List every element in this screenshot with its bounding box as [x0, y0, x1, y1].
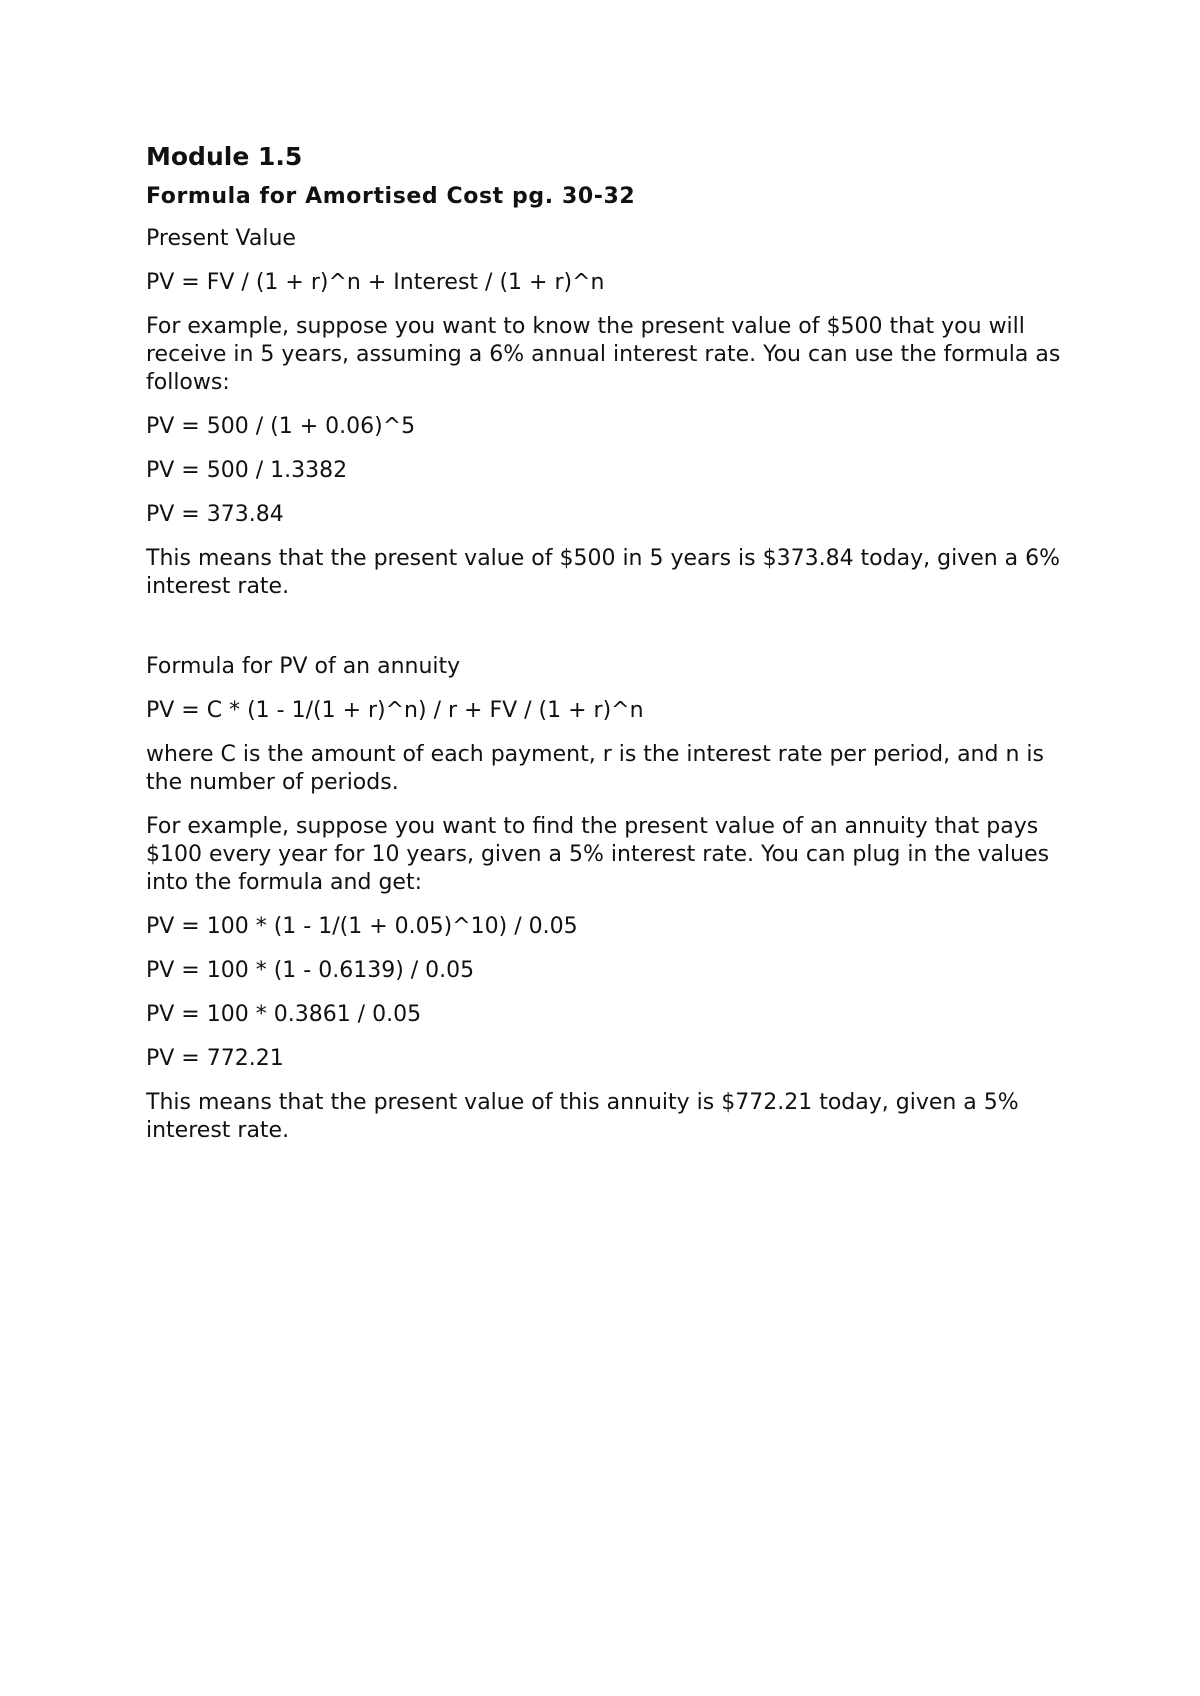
annuity-step-2: PV = 100 * (1 - 0.6139) / 0.05: [146, 958, 475, 983]
pv-formula: PV = FV / (1 + r)^n + Interest / (1 + r)^n: [146, 270, 605, 295]
annuity-conclusion: This means that the present value of this annuity is $772.21 today, given a 5% interest rate.: [146, 1090, 1019, 1143]
annuity-heading: Formula for PV of an annuity: [146, 654, 461, 679]
module-title: Module 1.5: [146, 142, 303, 171]
pv-step-2: PV = 500 / 1.3382: [146, 458, 348, 483]
section-spacer: [146, 617, 1076, 653]
annuity-step-1: PV = 100 * (1 - 1/(1 + 0.05)^10) / 0.05: [146, 914, 578, 939]
annuity-step-4: PV = 772.21: [146, 1046, 284, 1071]
annuity-formula: PV = C * (1 - 1/(1 + r)^n) / r + FV / (1 + r)^n: [146, 698, 644, 723]
annuity-step-3: PV = 100 * 0.3861 / 0.05: [146, 1002, 422, 1027]
document-content: [146, 140, 1076, 1161]
pv-heading: Present Value: [146, 226, 296, 251]
pv-step-1: PV = 500 / (1 + 0.06)^5: [146, 414, 416, 439]
section-subtitle: Formula for Amortised Cost pg. 30-32: [146, 184, 636, 209]
annuity-example-intro: For example, suppose you want to find the present value of an annuity that pays $100 every year for 10 years, given a 5% interest rate. You can plug in the values into the formula and get:: [146, 814, 1050, 895]
pv-example-intro: For example, suppose you want to know the present value of $500 that you will receive in 5 years, assuming a 6% annual interest rate. You can use the formula as follows:: [146, 314, 1061, 395]
pv-step-3: PV = 373.84: [146, 502, 284, 527]
annuity-definition: where C is the amount of each payment, r is the interest rate per period, and n is the number of periods.: [146, 742, 1044, 795]
pv-conclusion: This means that the present value of $500 in 5 years is $373.84 today, given a 6% interest rate.: [146, 546, 1061, 599]
